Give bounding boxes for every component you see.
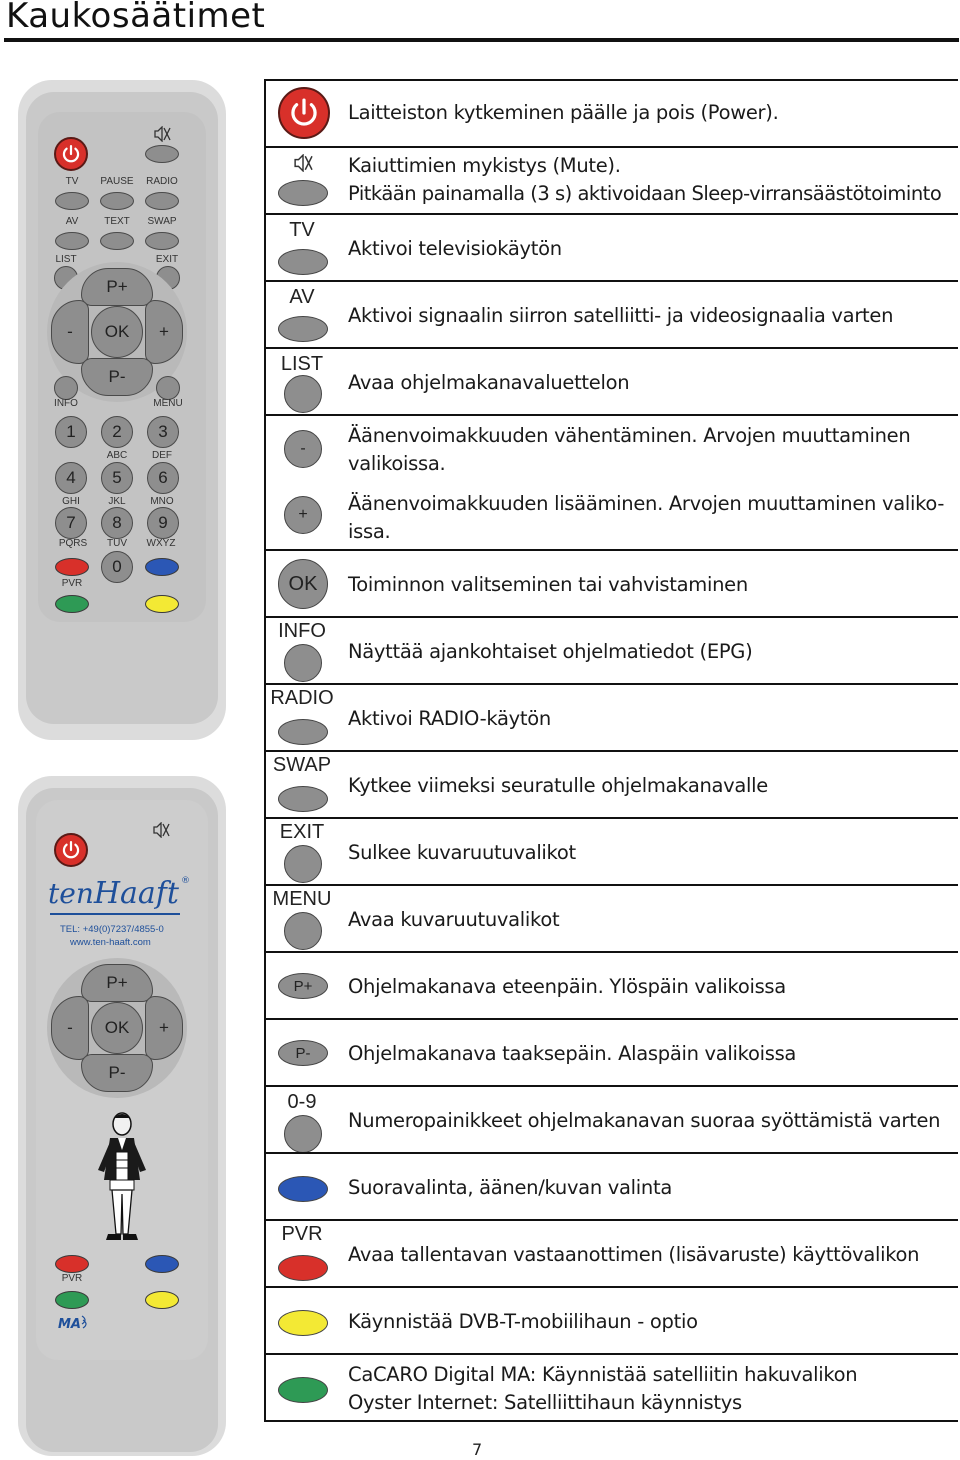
row-volume — [264, 414, 958, 551]
row-text: Avaa tallentavan vastaanottimen (lisävaruste) käyttövalikon — [348, 1243, 920, 1266]
digit-5-button[interactable]: 5 — [101, 462, 133, 494]
blue-button-2[interactable] — [145, 1255, 179, 1273]
av-button-sample — [278, 316, 328, 342]
list-button-sample — [284, 375, 322, 413]
ma-logo-icon — [56, 1310, 90, 1334]
row-text: Ohjelmakanava taaksepäin. Alaspäin valikoissa — [348, 1042, 797, 1065]
row-text: Käynnistää DVB-T-mobiilihaun - optio — [348, 1310, 698, 1333]
wxyz-label: WXYZ — [146, 538, 176, 549]
green-button-sample — [278, 1377, 328, 1403]
page-number: 7 — [472, 1440, 483, 1459]
ma-logo — [56, 1310, 90, 1334]
yellow-button-2[interactable] — [145, 1291, 179, 1309]
row-yellow — [264, 1286, 958, 1355]
ok-button[interactable]: OK — [91, 306, 143, 358]
tv-button-sample — [278, 249, 328, 275]
row-channel-up — [264, 951, 958, 1020]
row-ok — [264, 549, 958, 618]
row-power — [264, 79, 958, 148]
mute-icon — [152, 822, 170, 838]
row-tv — [264, 213, 958, 282]
mute-button[interactable] — [145, 145, 179, 163]
row-text: Kaiuttimien mykistys (Mute). — [348, 154, 621, 177]
row-button-label: SWAP — [272, 754, 332, 776]
row-text-2: Oyster Internet: Satelliittihaun käynnistys — [348, 1391, 742, 1414]
swap-label: SWAP — [147, 216, 177, 227]
volume-up-button-2[interactable]: + — [145, 996, 183, 1060]
power-icon — [56, 139, 86, 169]
row-swap — [264, 750, 958, 819]
row-text: Laitteiston kytkeminen päälle ja pois (Power). — [348, 101, 779, 124]
volume-up-button[interactable]: + — [145, 300, 183, 364]
row-text-plus: Äänenvoimakkuuden lisääminen. Arvojen muuttaminen valiko- issa. — [348, 492, 945, 543]
channel-down-sample: P- — [278, 1040, 328, 1066]
av-label: AV — [65, 216, 79, 227]
abc-label: ABC — [106, 450, 128, 461]
channel-down-button[interactable]: P- — [81, 358, 153, 396]
row-text: Näyttää ajankohtaiset ohjelmatiedot (EPG) — [348, 640, 753, 663]
red-button[interactable] — [55, 558, 89, 576]
dpad-2 — [47, 958, 187, 1098]
row-button-label: EXIT — [279, 821, 325, 843]
row-text: CaCARO Digital MA: Käynnistää satelliitin hakuvalikon — [348, 1363, 858, 1386]
digit-7-button[interactable]: 7 — [55, 507, 87, 539]
digit-0-button[interactable]: 0 — [101, 551, 133, 583]
row-exit — [264, 817, 958, 886]
ok-button-2[interactable]: OK — [91, 1002, 143, 1054]
row-info — [264, 616, 958, 685]
row-text: Aktivoi signaalin siirron satelliitti- ja videosignaalia varten — [348, 304, 894, 327]
tuv-label: TUV — [107, 538, 127, 549]
row-text: Avaa ohjelmakanavaluettelon — [348, 371, 630, 394]
row-button-label: AV — [289, 286, 315, 308]
brand-website: www.ten-haaft.com — [70, 937, 151, 948]
row-text: Ohjelmakanava eteenpäin. Ylöspäin valikoissa — [348, 975, 786, 998]
radio-label: RADIO — [146, 176, 178, 187]
row-text: Suoravalinta, äänen/kuvan valinta — [348, 1176, 672, 1199]
menu-button-sample — [284, 912, 322, 950]
row-list — [264, 347, 958, 416]
digit-6-button[interactable]: 6 — [147, 462, 179, 494]
power-icon — [56, 835, 86, 865]
mascot-figure — [94, 1110, 150, 1250]
row-mute — [264, 146, 958, 215]
radio-button-sample — [278, 719, 328, 745]
row-channel-down — [264, 1018, 958, 1087]
channel-up-button-2[interactable]: P+ — [81, 964, 153, 1002]
info-label: INFO — [54, 398, 78, 409]
jkl-label: JKL — [108, 496, 126, 507]
text-label: TEXT — [104, 216, 130, 227]
tv-label: TV — [65, 176, 79, 187]
tv-button[interactable] — [55, 192, 89, 210]
row-button-label: RADIO — [270, 687, 334, 709]
menu-button[interactable] — [156, 376, 180, 400]
row-text: Sulkee kuvaruutuvalikot — [348, 841, 576, 864]
list-label: LIST — [55, 254, 77, 265]
swap-button[interactable] — [145, 232, 179, 250]
row-text: Numeropainikkeet ohjelmakanavan suoraa syöttämistä varten — [348, 1109, 941, 1132]
channel-up-sample: P+ — [278, 973, 328, 999]
row-button-label: INFO — [278, 620, 326, 642]
av-button[interactable] — [55, 232, 89, 250]
row-button-label: 0-9 — [287, 1091, 317, 1113]
info-button-sample — [284, 644, 322, 682]
digit-9-button[interactable]: 9 — [147, 507, 179, 539]
volume-down-button-2[interactable]: - — [51, 996, 89, 1060]
page-title: Kaukosäätimet — [6, 0, 266, 36]
def-label: DEF — [152, 450, 172, 461]
row-button-label: TV — [289, 219, 315, 241]
pause-label: PAUSE — [100, 176, 134, 187]
ghi-label: GHI — [62, 496, 80, 507]
row-text: Aktivoi RADIO-käytön — [348, 707, 551, 730]
info-button[interactable] — [54, 376, 78, 400]
pause-button[interactable] — [100, 192, 134, 210]
ma-logo-text: MA — [58, 1317, 81, 1332]
power-button-2[interactable] — [54, 833, 88, 867]
row-text-2: Pitkään painamalla (3 s) aktivoidaan Sleep-virransäästötoiminto — [348, 182, 942, 205]
brand-phone: TEL: +49(0)7237/4855-0 — [60, 924, 164, 935]
brand-logo: tenHaaft — [48, 876, 179, 911]
mno-label: MNO — [150, 496, 174, 507]
exit-button-sample — [284, 845, 322, 883]
row-digits — [264, 1085, 958, 1154]
power-button-sample — [278, 87, 330, 139]
row-text: Toiminnon valitseminen tai vahvistaminen — [348, 573, 748, 596]
pqrs-label: PQRS — [58, 538, 88, 549]
ok-button-sample: OK — [278, 559, 328, 609]
digit-8-button[interactable]: 8 — [101, 507, 133, 539]
pvr-label-2: PVR — [61, 1273, 83, 1284]
row-text: Aktivoi televisiokäytön — [348, 237, 562, 260]
red-button-sample — [278, 1255, 328, 1281]
row-green — [264, 1353, 958, 1422]
digit-4-button[interactable]: 4 — [55, 462, 87, 494]
blue-button-sample — [278, 1176, 328, 1202]
green-button[interactable] — [55, 595, 89, 613]
row-text: Kytkee viimeksi seuratulle ohjelmakanavalle — [348, 774, 768, 797]
mute-button-sample — [278, 180, 328, 206]
row-text: Avaa kuvaruutuvalikot — [348, 908, 560, 931]
swap-button-sample — [278, 786, 328, 812]
row-button-label: PVR — [281, 1223, 323, 1245]
power-icon — [280, 89, 328, 137]
yellow-button-sample — [278, 1310, 328, 1336]
mute-icon — [153, 126, 171, 142]
title-rule — [4, 38, 959, 42]
power-button[interactable] — [54, 137, 88, 171]
digit-1-button[interactable]: 1 — [55, 416, 87, 448]
row-button-label: LIST — [280, 353, 324, 375]
volume-up-sample: + — [284, 496, 322, 534]
mute-icon — [292, 154, 314, 172]
blue-button[interactable] — [145, 558, 179, 576]
yellow-button[interactable] — [145, 595, 179, 613]
green-button-2[interactable] — [55, 1291, 89, 1309]
channel-down-button-2[interactable]: P- — [81, 1054, 153, 1092]
volume-down-button[interactable]: - — [51, 300, 89, 364]
row-radio — [264, 683, 958, 752]
row-text-minus: Äänenvoimakkuuden vähentäminen. Arvojen muuttaminen valikoissa. — [348, 424, 911, 475]
pvr-label: PVR — [61, 578, 83, 589]
volume-down-sample: - — [284, 430, 322, 468]
menu-label: MENU — [153, 398, 183, 409]
row-menu — [264, 884, 958, 953]
brand-underline — [50, 913, 180, 915]
exit-label: EXIT — [155, 254, 179, 265]
radio-button[interactable] — [145, 192, 179, 210]
red-button-2[interactable] — [55, 1255, 89, 1273]
registered-mark: ® — [181, 876, 190, 886]
row-pvr — [264, 1219, 958, 1288]
digit-button-sample — [284, 1115, 322, 1153]
digit-2-button[interactable]: 2 — [101, 416, 133, 448]
row-blue — [264, 1152, 958, 1221]
channel-up-button[interactable]: P+ — [81, 268, 153, 306]
digit-3-button[interactable]: 3 — [147, 416, 179, 448]
row-button-label: MENU — [272, 888, 332, 910]
text-button[interactable] — [100, 232, 134, 250]
row-av — [264, 280, 958, 349]
